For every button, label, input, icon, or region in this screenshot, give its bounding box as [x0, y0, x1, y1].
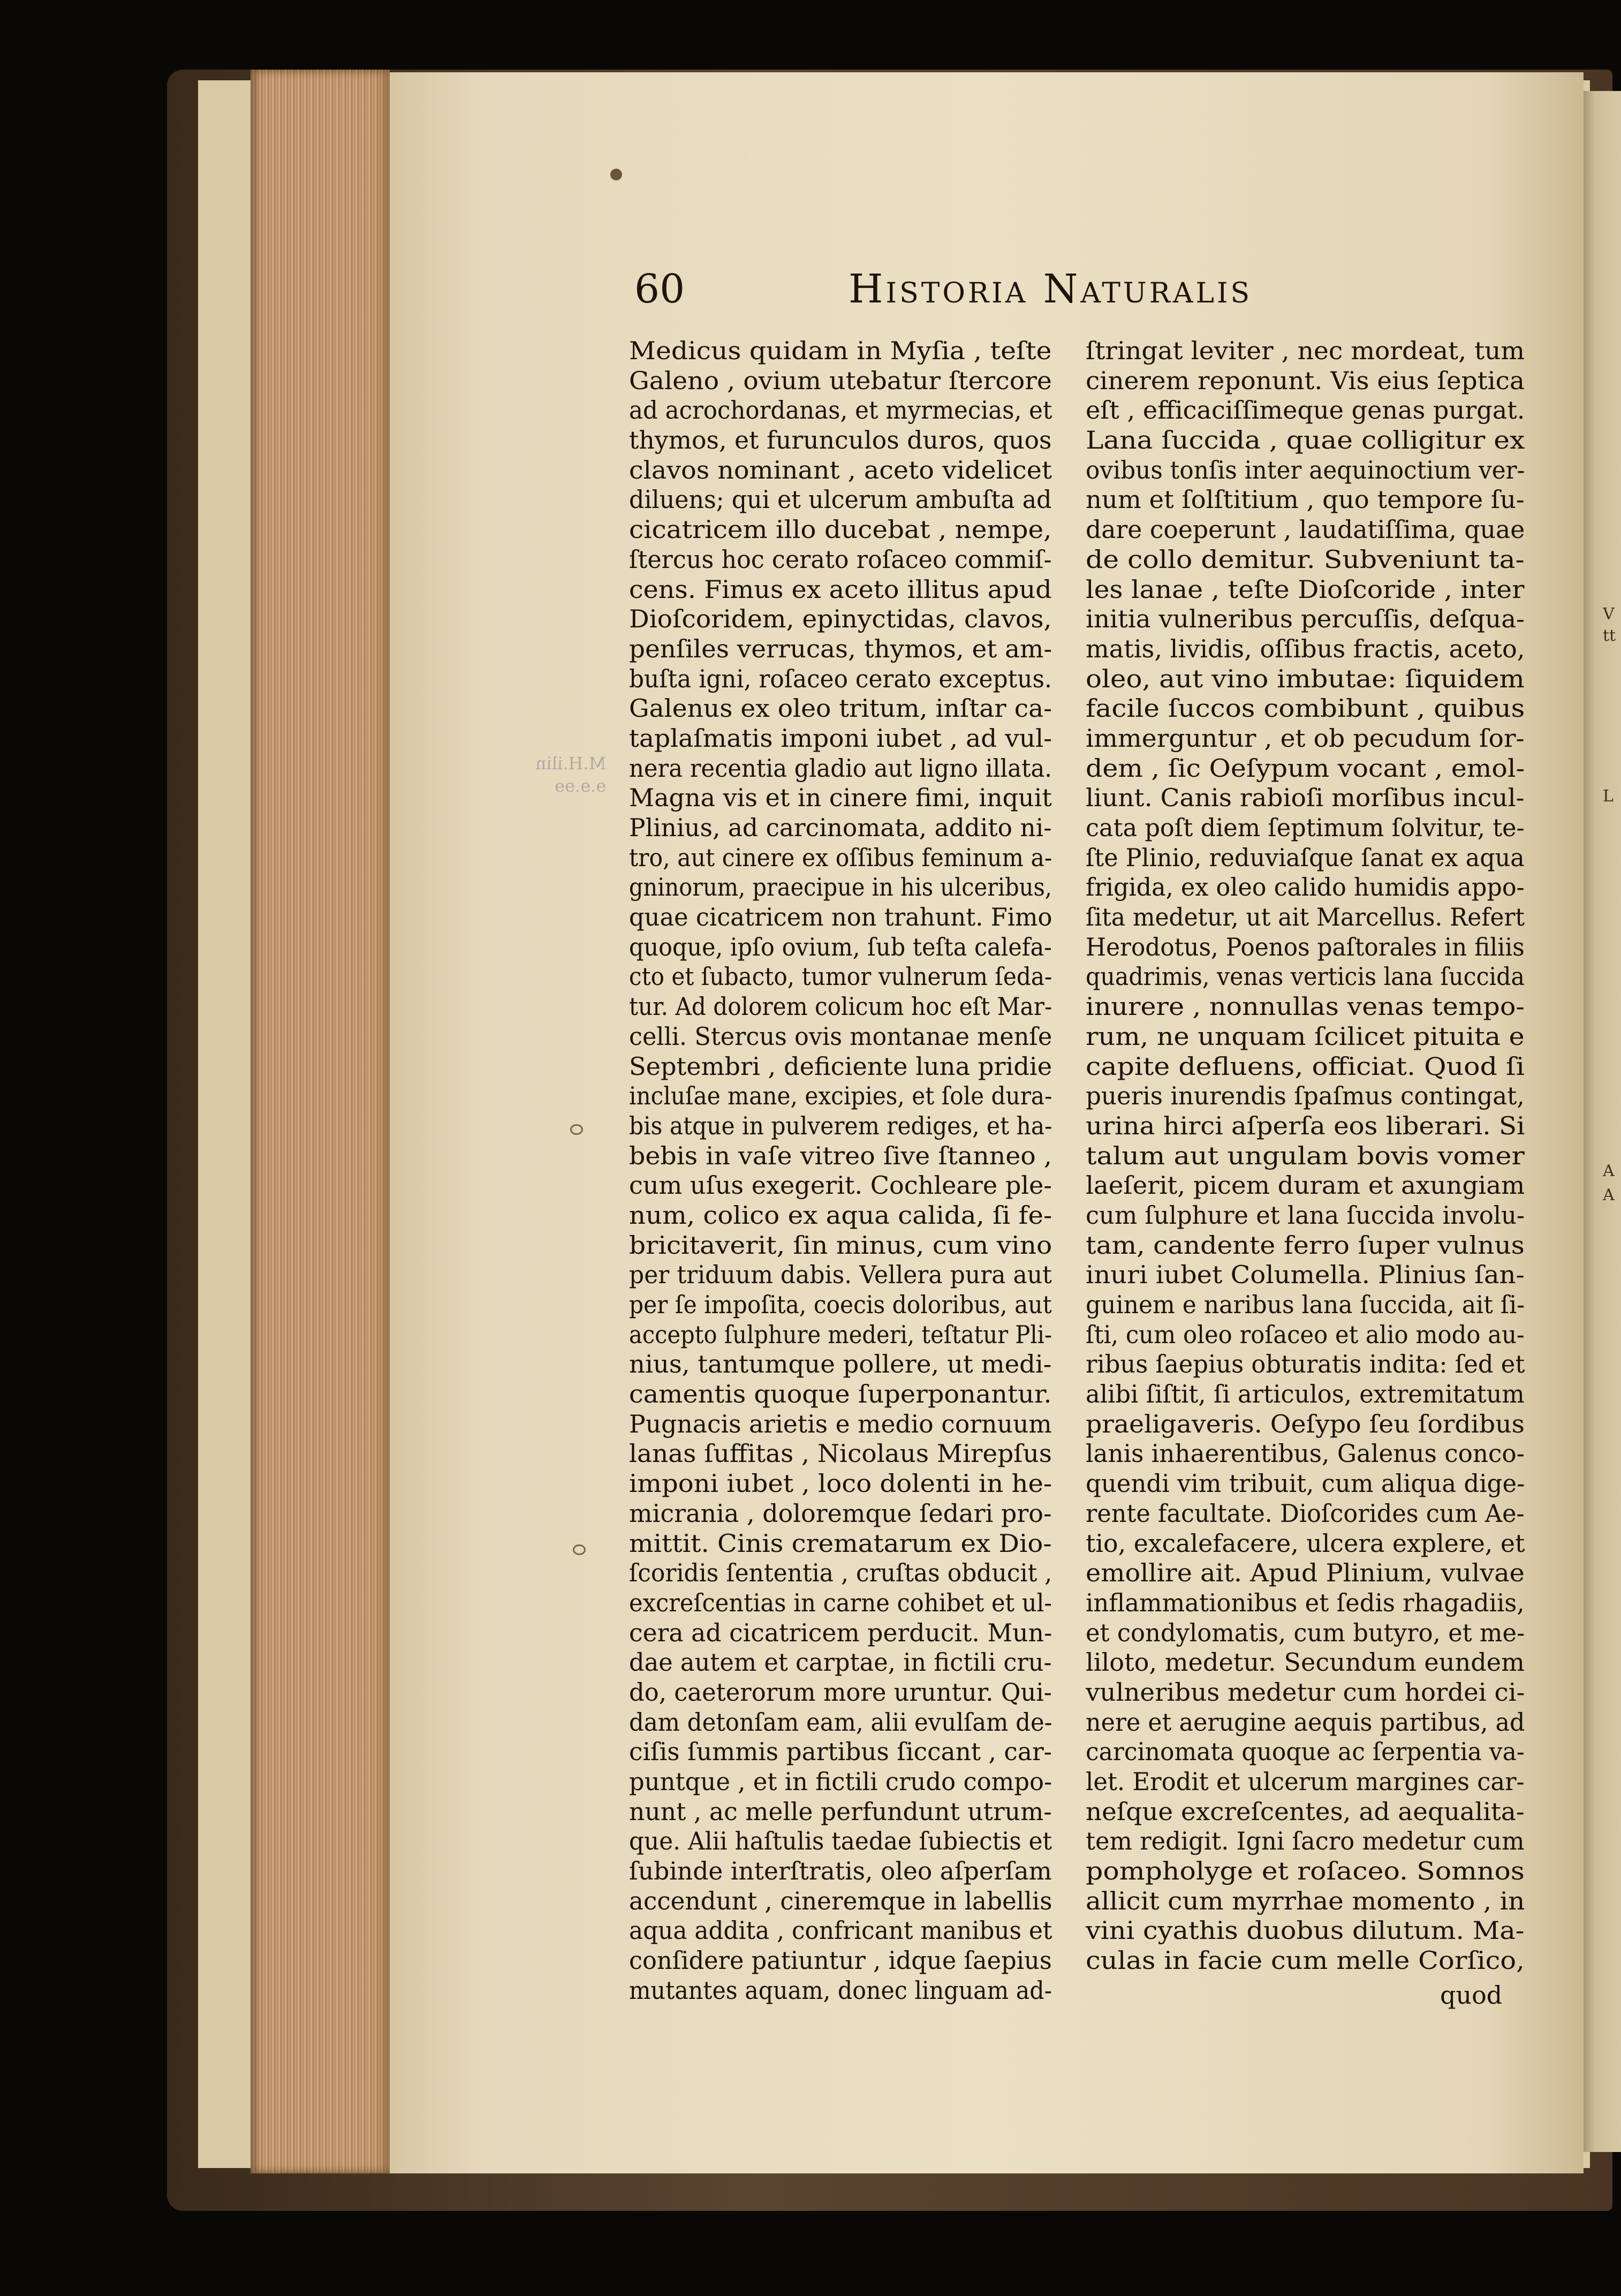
- text-line: Dioſcoridem, epinyctidas, clavos,: [629, 604, 1052, 634]
- text-line: tur. Ad dolorem colicum hoc eſt Mar-: [629, 992, 1052, 1021]
- text-line: inurere , nonnullas venas tempo-: [1086, 992, 1525, 1021]
- text-line: ad acrochordanas, et myrmecias, et: [629, 396, 1052, 425]
- page-header: [634, 262, 1384, 316]
- text-line: carcinomata quoque ac ſerpentia va-: [1086, 1737, 1525, 1767]
- text-line: per ſe impoſita, coecis doloribus, aut: [629, 1290, 1052, 1319]
- text-line: inuri iubet Columella. Plinius ſan-: [1086, 1260, 1525, 1290]
- running-head: Historia Naturalis: [849, 266, 1253, 312]
- text-line: cto et ſubacto, tumor vulnerum ſeda-: [629, 962, 1052, 991]
- text-line: frigida, ex oleo calido humidis appo-: [1086, 873, 1525, 902]
- worm-hole: [573, 1544, 586, 1555]
- text-line: bebis in vaſe vitreo ſive ſtanneo ,: [629, 1141, 1052, 1170]
- worm-hole: [570, 1124, 583, 1135]
- text-line: immerguntur , et ob pecudum ſor-: [1086, 723, 1525, 753]
- text-line: cera ad cicatricem perducit. Mun-: [629, 1618, 1052, 1647]
- text-line: accendunt , cineremque in labellis: [629, 1886, 1052, 1915]
- text-line: Galeno , ovium utebatur ſtercore: [629, 366, 1052, 395]
- text-line: nunt , ac melle perfundunt utrum-: [629, 1797, 1052, 1826]
- text-line: lanis inhaerentibus, Galenus conco-: [1086, 1439, 1525, 1468]
- bleed-through-text: [535, 752, 606, 797]
- text-line: nere et aerugine aequis partibus, ad: [1086, 1707, 1525, 1737]
- text-line: culas in facie cum melle Corſico,: [1086, 1946, 1525, 1975]
- next-page-glyph: L: [1603, 787, 1614, 806]
- text-line: vini cyathis duobus dilutum. Ma-: [1086, 1916, 1525, 1945]
- text-line: rum, ne unquam ſcilicet pituita e: [1086, 1021, 1525, 1051]
- text-line: penſiles verrucas, thymos, et am-: [629, 634, 1052, 663]
- page-number: 60: [634, 266, 685, 312]
- text-line: allicit cum myrrhae momento , in: [1086, 1886, 1525, 1915]
- text-line: ſtringat leviter , nec mordeat, tum: [1086, 336, 1525, 365]
- text-line: camentis quoque ſuperponantur.: [629, 1380, 1052, 1409]
- text-line: tem redigit. Igni ſacro medetur cum: [1086, 1827, 1525, 1856]
- text-line: excreſcentias in carne cohibet et ul-: [629, 1588, 1052, 1617]
- text-line: dem , ſic Oeſypum vocant , emol-: [1086, 753, 1525, 783]
- text-line: lanas ſuffitas , Nicolaus Mirepſus: [629, 1439, 1052, 1468]
- text-line: dare coeperunt , laudatiſſima, quae: [1086, 515, 1525, 544]
- text-line: num et ſolſtitium , quo tempore ſu-: [1086, 485, 1525, 514]
- text-line: do, caeterorum more uruntur. Qui-: [629, 1677, 1052, 1707]
- text-line: buſta igni, roſaceo cerato exceptus.: [629, 664, 1052, 693]
- text-line: let. Erodit et ulcerum margines car-: [1086, 1767, 1525, 1796]
- text-column-left: [629, 336, 1052, 2006]
- text-column-right: [1086, 336, 1525, 1976]
- text-line: aqua addita , confricant manibus et: [629, 1916, 1052, 1945]
- next-page-edge: [1584, 91, 1621, 2152]
- text-line: Herodotus, Poenos paſtorales in filiis: [1086, 932, 1525, 961]
- text-line: mutantes aquam, donec linguam ad-: [629, 1975, 1052, 2005]
- text-line: nius, tantumque pollere, ut medi-: [629, 1350, 1052, 1379]
- text-line: quae cicatricem non trahunt. Fimo: [629, 903, 1052, 932]
- bleed-through-line: ɘ.ɘ.ɘɘ: [555, 776, 607, 796]
- text-line: Plinius, ad carcinomata, addito ni-: [629, 813, 1052, 842]
- text-line: cinerem reponunt. Vis eius ſeptica: [1086, 366, 1525, 395]
- text-line: ſtercus hoc cerato roſaceo commiſ-: [629, 544, 1052, 574]
- text-line: celli. Stercus ovis montanae menſe: [629, 1021, 1052, 1051]
- text-line: oleo, aut vino imbutae: ſiquidem: [1086, 664, 1525, 693]
- text-line: ſcoridis ſententia , cruſtas obducit ,: [629, 1558, 1052, 1588]
- text-line: inflammationibus et ſedis rhagadiis,: [1086, 1588, 1525, 1617]
- text-line: bis atque in pulverem rediges, et ha-: [629, 1111, 1052, 1140]
- text-line: accepto ſulphure mederi, teſtatur Pli-: [629, 1320, 1052, 1349]
- text-line: cum ſulphure et lana ſuccida involu-: [1086, 1200, 1525, 1230]
- text-line: cicatricem illo ducebat , nempe,: [629, 515, 1052, 544]
- worm-hole: [610, 169, 622, 180]
- text-line: num, colico ex aqua calida, ſi fe-: [629, 1200, 1052, 1230]
- text-line: liloto, medetur. Secundum eundem: [1086, 1648, 1525, 1677]
- text-line: Magna vis et in cinere fimi, inquit: [629, 783, 1052, 813]
- text-line: neſque excreſcentes, ad aequalita-: [1086, 1797, 1525, 1826]
- text-line: facile ſuccos combibunt , quibus: [1086, 694, 1525, 723]
- text-line: taplaſmatis imponi iubet , ad vul-: [629, 723, 1052, 753]
- text-line: per triduum dabis. Vellera pura aut: [629, 1260, 1052, 1290]
- text-line: cata poſt diem ſeptimum ſolvitur, te-: [1086, 813, 1525, 842]
- text-line: praeligaveris. Oeſypo ſeu ſordibus: [1086, 1409, 1525, 1438]
- text-line: vulneribus medetur cum hordei ci-: [1086, 1677, 1525, 1707]
- text-line: de collo demitur. Subveniunt ta-: [1086, 544, 1525, 574]
- catchword: quod: [1440, 1981, 1503, 2010]
- text-line: alibi ſiſtit, ſi articulos, extremitatum: [1086, 1380, 1525, 1409]
- text-line: laeſerit, picem duram et axungiam: [1086, 1171, 1525, 1200]
- text-line: puntque , et in fictili crudo compo-: [629, 1767, 1052, 1796]
- page-edges: [251, 70, 390, 2173]
- text-line: quadrimis, venas verticis lana ſuccida: [1086, 962, 1525, 991]
- text-line: thymos, et furunculos duros, quos: [629, 426, 1052, 455]
- text-line: Lana ſuccida , quae colligitur ex: [1086, 426, 1525, 455]
- text-line: imponi iubet , loco dolenti in he-: [629, 1469, 1052, 1498]
- text-line: guinem e naribus lana ſuccida, ait ſi-: [1086, 1290, 1525, 1319]
- text-line: dam detonſam eam, alii evulſam de-: [629, 1707, 1052, 1737]
- text-line: ciſis ſummis partibus ſiccant , car-: [629, 1737, 1052, 1767]
- text-line: initia vulneribus percuſſis, deſqua-: [1086, 604, 1525, 634]
- text-line: que. Alii haſtulis taedae ſubiectis et: [629, 1827, 1052, 1856]
- text-line: bricitaverit, ſin minus, cum vino: [629, 1230, 1052, 1260]
- text-line: quoque, ipſo ovium, ſub teſta calefa-: [629, 932, 1052, 961]
- text-line: micrania , doloremque ſedari pro-: [629, 1498, 1052, 1528]
- text-line: ſita medetur, ut ait Marcellus. Refert: [1086, 903, 1525, 932]
- text-line: urina hirci aſperſa eos liberari. Si: [1086, 1111, 1525, 1140]
- next-page-glyph: A: [1603, 1162, 1615, 1180]
- next-page-glyph: A: [1603, 1186, 1615, 1204]
- text-line: diluens; qui et ulcerum ambuſta ad: [629, 485, 1052, 514]
- text-line: Medicus quidam in Myſia , teſte: [629, 336, 1052, 365]
- text-line: Galenus ex oleo tritum, inſtar ca-: [629, 694, 1052, 723]
- text-line: ſte Plinio, reduviaſque ſanat ex aqua: [1086, 843, 1525, 872]
- text-line: rente facultate. Dioſcorides cum Ae-: [1086, 1498, 1525, 1528]
- next-page-glyph: tt: [1603, 626, 1616, 645]
- text-line: nera recentia gladio aut ligno illata.: [629, 753, 1052, 783]
- text-line: quendi vim tribuit, cum aliqua dige-: [1086, 1469, 1525, 1498]
- bleed-through-line: M.H.ilin: [535, 753, 607, 774]
- text-line: tro, aut cinere ex oſſibus feminum a-: [629, 843, 1052, 872]
- text-line: mittit. Cinis crematarum ex Dio-: [629, 1528, 1052, 1558]
- text-line: ſti, cum oleo roſaceo et alio modo au-: [1086, 1320, 1525, 1349]
- text-line: ribus ſaepius obturatis indita: ſed et: [1086, 1350, 1525, 1379]
- text-line: dae autem et carptae, in fictili cru-: [629, 1648, 1052, 1677]
- text-line: conſidere patiuntur , idque ſaepius: [629, 1946, 1052, 1975]
- text-line: pueris inurendis ſpaſmus contingat,: [1086, 1081, 1525, 1111]
- text-line: Septembri , deficiente luna pridie: [629, 1051, 1052, 1081]
- text-line: incluſae mane, excipies, et ſole dura-: [629, 1081, 1052, 1111]
- text-line: ſubinde interſtratis, oleo aſperſam: [629, 1856, 1052, 1886]
- text-line: tam, candente ferro ſuper vulnus: [1086, 1230, 1525, 1260]
- text-line: ovibus tonſis inter aequinoctium ver-: [1086, 455, 1525, 484]
- text-line: eſt , efficaciſſimeque genas purgat.: [1086, 396, 1525, 425]
- text-line: tio, excalefacere, ulcera explere, et: [1086, 1528, 1525, 1558]
- next-page-glyph: V: [1603, 605, 1615, 624]
- text-line: capite defluens, officiat. Quod ſi: [1086, 1051, 1525, 1081]
- text-line: liunt. Canis rabioſi morſibus incul-: [1086, 783, 1525, 813]
- text-line: et condylomatis, cum butyro, et me-: [1086, 1618, 1525, 1647]
- text-line: Pugnacis arietis e medio cornuum: [629, 1409, 1052, 1438]
- text-line: pompholyge et roſaceo. Somnos: [1086, 1856, 1525, 1886]
- text-line: clavos nominant , aceto videlicet: [629, 455, 1052, 484]
- text-line: matis, lividis, oſſibus fractis, aceto,: [1086, 634, 1525, 663]
- text-line: cum uſus exegerit. Cochleare ple-: [629, 1171, 1052, 1200]
- text-line: talum aut ungulam bovis vomer: [1086, 1141, 1525, 1170]
- text-line: les lanae , teſte Dioſcoride , inter: [1086, 574, 1525, 604]
- text-line: cens. Fimus ex aceto illitus apud: [629, 574, 1052, 604]
- text-line: gninorum, praecipue in his ulceribus,: [629, 873, 1052, 902]
- text-line: emollire ait. Apud Plinium, vulvae: [1086, 1558, 1525, 1588]
